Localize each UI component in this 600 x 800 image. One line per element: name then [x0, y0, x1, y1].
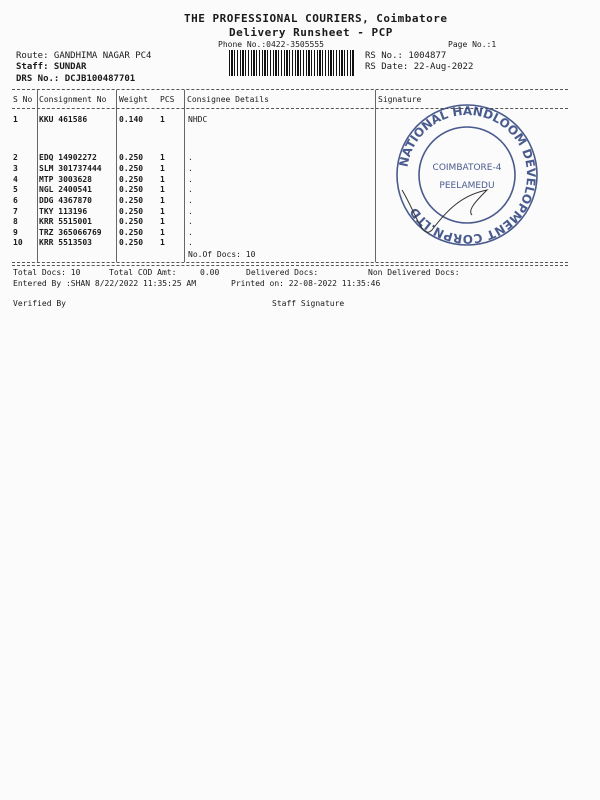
delivered-docs: Delivered Docs:: [246, 268, 319, 277]
row-sno: 8: [13, 217, 18, 226]
row-sno: 5: [13, 185, 18, 194]
company-title: THE PROFESSIONAL COURIERS, Coimbatore: [184, 12, 448, 25]
col-header-weight: Weight: [119, 95, 148, 104]
runsheet-title: Delivery Runsheet - PCP: [229, 26, 393, 39]
row-sno: 2: [13, 153, 18, 162]
row-pcs: 1: [160, 115, 165, 124]
row-weight: 0.250: [119, 207, 144, 216]
row-sno: 6: [13, 196, 18, 205]
total-cod-value: 0.00: [200, 268, 220, 277]
row-consignment-no: KKU 461586: [39, 115, 88, 124]
signature-scribble: [392, 170, 512, 250]
row-consignment-no: EDQ 14902272: [39, 153, 97, 162]
row-sno: 3: [13, 164, 18, 173]
row-pcs: 1: [160, 196, 165, 205]
row-weight: 0.140: [119, 115, 144, 124]
drs-number: DRS No.: DCJB100487701: [16, 74, 136, 84]
row-consignment-no: KRR 5513503: [39, 238, 92, 247]
row-sno: 9: [13, 228, 18, 237]
row-pcs: 1: [160, 185, 165, 194]
row-consignee: .: [188, 207, 193, 216]
row-consignee: .: [188, 175, 193, 184]
row-consignee: NHDC: [188, 115, 208, 124]
row-weight: 0.250: [119, 217, 144, 226]
row-sno: 7: [13, 207, 18, 216]
row-pcs: 1: [160, 164, 165, 173]
no-of-docs: No.Of Docs: 10: [188, 250, 256, 259]
row-consignment-no: SLM 301737444: [39, 164, 102, 173]
col-header-sno: S No: [13, 95, 33, 104]
total-cod-label: Total COD Amt:: [109, 268, 177, 277]
row-weight: 0.250: [119, 238, 144, 247]
page-number: Page No.:1: [448, 40, 497, 49]
staff-label: Staff: SUNDAR: [16, 62, 87, 72]
stamp-inner-bottom: PEELAMEDU: [439, 181, 495, 191]
route-label: Route: GANDHIMA NAGAR PC4: [16, 51, 152, 61]
row-pcs: 1: [160, 238, 165, 247]
col-header-consignee: Consignee Details: [187, 95, 269, 104]
table-bottom-border: [12, 262, 568, 263]
total-docs: Total Docs: 10: [13, 268, 81, 277]
row-weight: 0.250: [119, 185, 144, 194]
rs-number: RS No.: 1004877: [365, 51, 447, 61]
row-consignee: .: [188, 164, 193, 173]
row-consignment-no: DDG 4367870: [39, 196, 92, 205]
row-consignee: .: [188, 196, 193, 205]
row-consignee: .: [188, 153, 193, 162]
row-consignment-no: NGL 2400541: [39, 185, 92, 194]
row-pcs: 1: [160, 175, 165, 184]
staff-signature-label: Staff Signature: [272, 299, 345, 308]
non-delivered-docs: Non Delivered Docs:: [368, 268, 460, 277]
rs-date: RS Date: 22-Aug-2022: [365, 62, 474, 72]
row-consignee: .: [188, 238, 193, 247]
entered-by: Entered By :SHAN 8/22/2022 11:35:25 AM: [13, 279, 197, 288]
col-header-pcs: PCS: [160, 95, 175, 104]
row-consignee: .: [188, 185, 193, 194]
col-header-consignment: Consignment No: [39, 95, 107, 104]
row-sno: 10: [13, 238, 23, 247]
stamp-inner-top: COIMBATORE-4: [432, 163, 502, 173]
row-pcs: 1: [160, 207, 165, 216]
row-pcs: 1: [160, 217, 165, 226]
row-pcs: 1: [160, 228, 165, 237]
row-weight: 0.250: [119, 164, 144, 173]
row-sno: 4: [13, 175, 18, 184]
barcode: [229, 50, 354, 76]
col-header-signature: Signature: [378, 95, 422, 104]
row-consignment-no: TKY 113196: [39, 207, 88, 216]
row-weight: 0.250: [119, 196, 144, 205]
printed-on: Printed on: 22-08-2022 11:35:46: [231, 279, 381, 288]
row-weight: 0.250: [119, 175, 144, 184]
row-consignment-no: TRZ 365066769: [39, 228, 102, 237]
row-weight: 0.250: [119, 228, 144, 237]
table-bottom-border-2: [12, 265, 568, 266]
row-consignment-no: MTP 3003628: [39, 175, 92, 184]
row-consignment-no: KRR 5515001: [39, 217, 92, 226]
row-pcs: 1: [160, 153, 165, 162]
phone-number: Phone No.:0422-3505555: [218, 40, 324, 49]
stamp-ring-text: NATIONAL HANDLOOM DEVELOPMENT CORPN.LTD: [396, 103, 539, 247]
row-consignee: .: [188, 217, 193, 226]
row-weight: 0.250: [119, 153, 144, 162]
table-top-border: [12, 89, 568, 90]
row-sno: 1: [13, 115, 18, 124]
verified-by: Verified By: [13, 299, 66, 308]
row-consignee: .: [188, 228, 193, 237]
